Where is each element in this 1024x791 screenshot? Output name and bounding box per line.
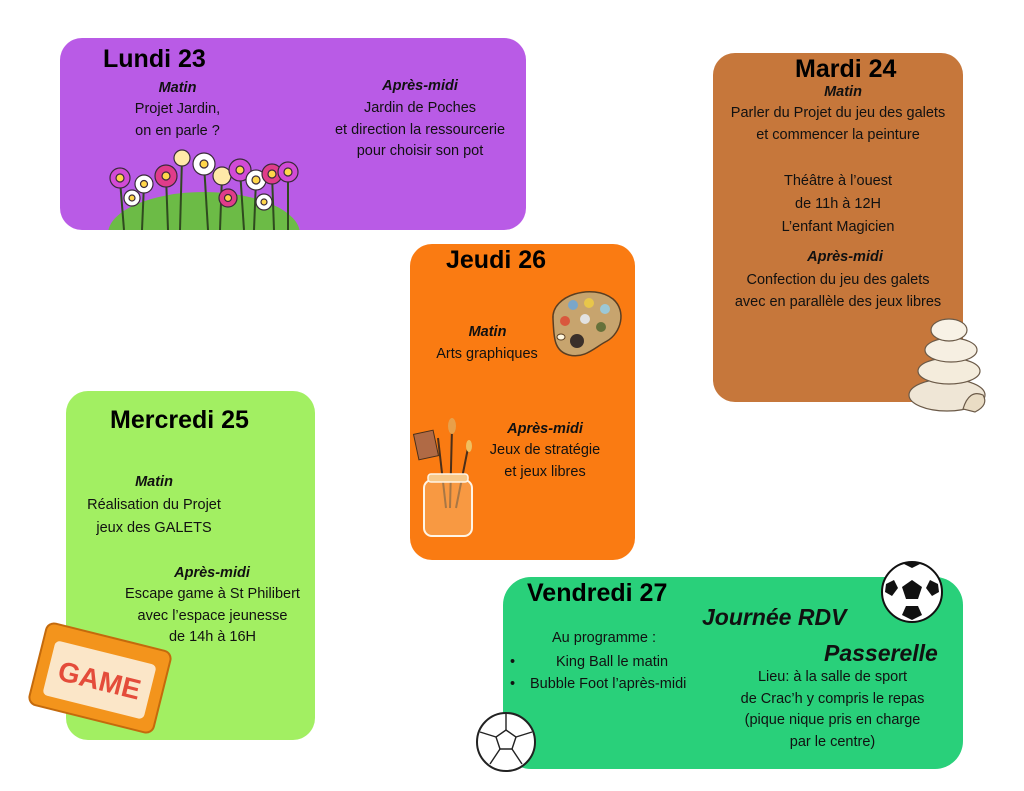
tuesday-morning-label: Matin [824, 84, 862, 100]
thursday-title: Jeudi 26 [446, 246, 547, 274]
tuesday-afternoon-label: Après-midi [807, 249, 883, 265]
tuesday-theatre-text [713, 170, 963, 239]
friday-program-label: Au programme : [552, 630, 656, 646]
friday-event-title-2: Passerelle [824, 640, 938, 666]
line: on en parle ? [135, 122, 220, 139]
palette-illustration [545, 285, 623, 365]
tuesday-afternoon-text [713, 270, 963, 313]
stones-illustration [905, 313, 997, 415]
line: Lieu: à la salle de sport [757, 669, 908, 685]
line: Jeux de stratégie [489, 442, 601, 458]
line: Confection du jeu des galets [746, 272, 930, 288]
line: jeux des GALETS [96, 520, 212, 536]
line: Arts graphiques [436, 346, 538, 362]
list-item: • Bubble Foot l’après-midi [510, 676, 687, 692]
monday-morning-text [105, 99, 250, 142]
game-cartridge-illustration [20, 622, 180, 734]
line: Théâtre à l’ouest [783, 173, 892, 189]
line: et commencer la peinture [756, 126, 920, 143]
line: par le centre) [789, 733, 876, 750]
line: avec l’espace jeunesse [137, 607, 288, 624]
line: L’enfant Magicien [781, 219, 895, 235]
line: pour choisir son pot [356, 143, 484, 159]
thursday-morning-label: Matin [468, 324, 507, 340]
wednesday-afternoon-label: Après-midi [174, 565, 250, 581]
thursday-morning-text [413, 344, 561, 366]
friday-place-text [725, 667, 940, 753]
line: de Crac’h y compris le repas [740, 690, 925, 707]
friday-title: Vendredi 27 [527, 579, 668, 607]
line: Réalisation du Projet [87, 497, 221, 513]
line: (pique nique pris en charge [744, 712, 921, 728]
wednesday-morning-label: Matin [135, 474, 173, 490]
line: avec en parallèle des jeux libres [734, 293, 942, 310]
flowers-illustration [104, 146, 304, 230]
tuesday-title: Mardi 24 [795, 55, 897, 83]
line: de 14h à 16H [168, 629, 257, 645]
line: et jeux libres [504, 463, 586, 480]
thursday-afternoon-label: Après-midi [507, 421, 583, 437]
line: Jardin de Poches [363, 100, 477, 116]
game-label: GAME [54, 655, 144, 706]
wednesday-title: Mercredi 25 [110, 406, 249, 434]
friday-program-list [510, 651, 702, 695]
tuesday-morning-text [713, 103, 963, 146]
line: Projet Jardin, [134, 101, 221, 117]
monday-title: Lundi 23 [103, 45, 206, 73]
soccer-ball-outline-icon [474, 708, 538, 776]
thursday-afternoon-text [470, 440, 620, 483]
line: de 11h à 12H [795, 196, 881, 212]
monday-morning-label: Matin [158, 80, 197, 96]
monday-afternoon-text [305, 98, 535, 163]
line: Parler du Projet du jeu des galets [730, 105, 946, 121]
line: Escape game à St Philibert [125, 586, 300, 602]
friday-event-title-1: Journée RDV [702, 604, 847, 630]
monday-afternoon-label: Après-midi [382, 78, 458, 94]
soccer-ball-icon [880, 560, 944, 624]
wednesday-morning-text [74, 494, 234, 540]
line: et direction la ressourcerie [334, 121, 506, 138]
brushes-jar-illustration [412, 418, 478, 540]
list-item: • King Ball le matin [510, 654, 669, 670]
